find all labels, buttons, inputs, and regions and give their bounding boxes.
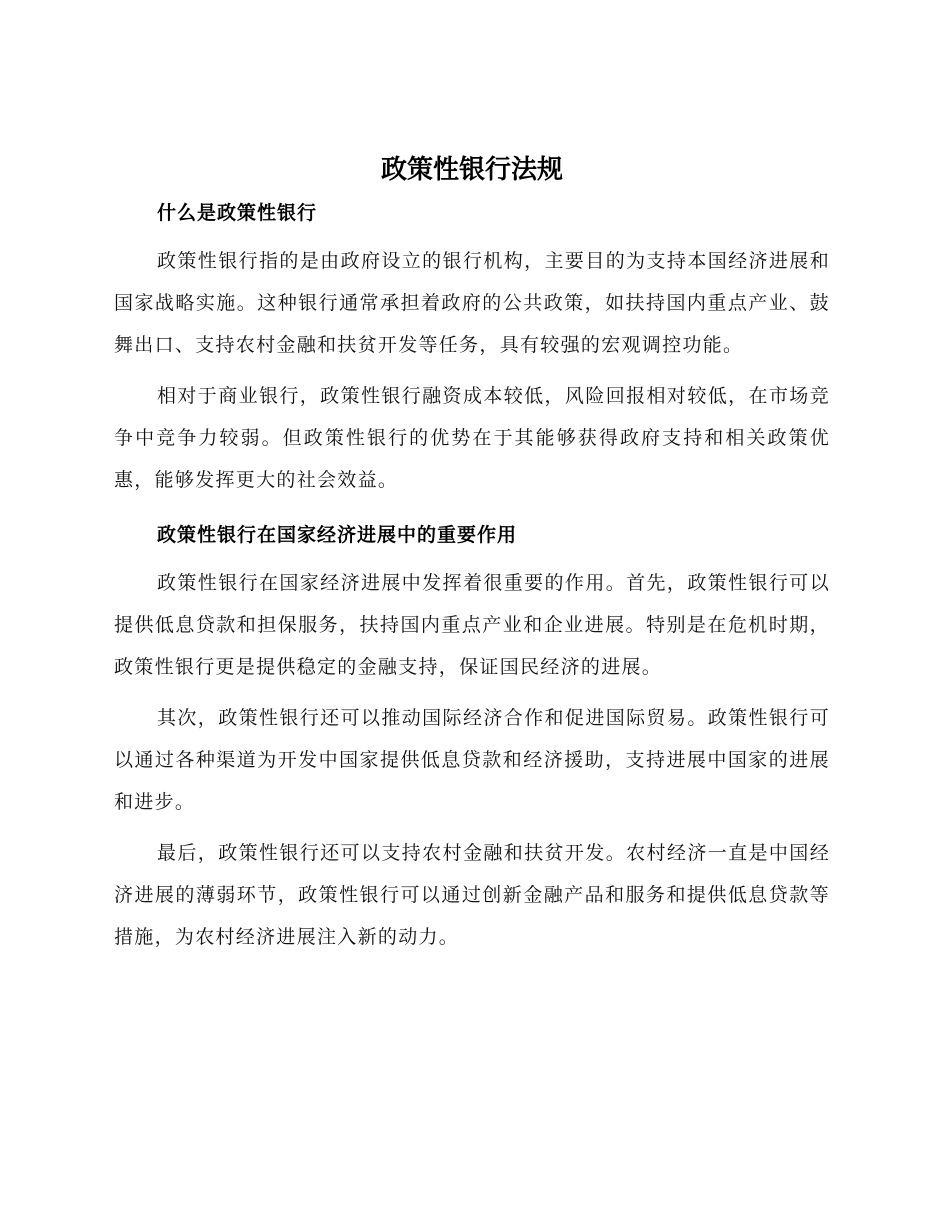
paragraph-role-second: 其次，政策性银行还可以推动国际经济合作和促进国际贸易。政策性银行可以通过各种渠道为开发中国家提供低息贷款和经济援助，支持进展中国家的进展和进步。 xyxy=(114,707,830,813)
paragraph-role-last: 最后，政策性银行还可以支持农村金融和扶贫开发。农村经济一直是中国经济进展的薄弱环节，政策性银行可以通过创新金融产品和服务和提供低息贷款等措施，为农村经济进展注入新的动力。 xyxy=(114,842,830,948)
paragraph-comparison: 相对于商业银行，政策性银行融资成本较低，风险回报相对较低，在市场竞争中竞争力较弱。但政策性银行的优势在于其能够获得政府支持和相关政策优惠，能够发挥更大的社会效益。 xyxy=(114,385,830,491)
paragraph-role-first: 政策性银行在国家经济进展中发挥着很重要的作用。首先，政策性银行可以提供低息贷款和担保服务，扶持国内重点产业和企业进展。特别是在危机时期，政策性银行更是提供稳定的金融支持，保证国民经济的进展。 xyxy=(114,572,830,678)
document-title: 政策性银行法规 xyxy=(380,155,563,185)
section-heading-role: 政策性银行在国家经济进展中的重要作用 xyxy=(157,524,518,546)
document-body xyxy=(114,150,830,967)
paragraph-definition: 政策性银行指的是由政府设立的银行机构，主要目的为支持本国经济进展和国家战略实施。这种银行通常承担着政府的公共政策，如扶持国内重点产业、鼓舞出口、支持农村金融和扶贫开发等任务，具有较强的宏观调控功能。 xyxy=(114,250,830,356)
section-heading-what-is: 什么是政策性银行 xyxy=(157,202,318,224)
